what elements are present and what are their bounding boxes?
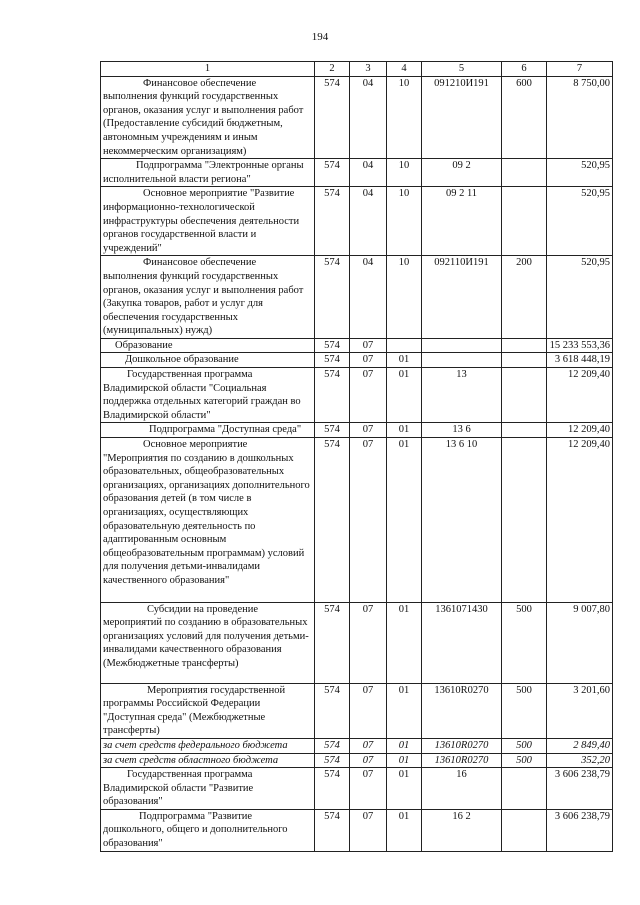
target-item-code-cell: 1361071430 <box>422 602 502 683</box>
description-cell <box>101 423 315 438</box>
ministry-code-cell: 574 <box>315 683 350 738</box>
expense-type-code-cell: 200 <box>502 256 547 339</box>
description-line: образования" <box>103 838 163 850</box>
description-line: выполнения функций государственных <box>103 91 279 103</box>
table-row <box>101 187 613 256</box>
description-line: образовательную деятельность по <box>103 520 256 532</box>
section-code-cell: 07 <box>350 738 387 753</box>
expense-type-code-cell <box>502 768 547 810</box>
description-line: информационно-технологической <box>103 201 255 213</box>
description-line: органов, оказания услуг и выполнения работ <box>103 284 304 296</box>
description-line: (Предоставление субсидий бюджетным, <box>103 118 283 130</box>
description-cell <box>101 683 315 738</box>
description-line: Подпрограмма "Развитие <box>139 810 253 822</box>
table-row <box>101 602 613 683</box>
description-line: исполнительной власти региона" <box>103 173 251 185</box>
subsection-code-cell: 01 <box>387 423 422 438</box>
description-line: (Закупка товаров, работ и услуг для <box>103 298 263 310</box>
expense-type-code-cell <box>502 353 547 368</box>
description-line: Основное мероприятие <box>143 439 248 451</box>
table-row <box>101 809 613 851</box>
description-cell <box>101 76 315 159</box>
section-code-cell: 07 <box>350 809 387 851</box>
description-line: инфраструктуры обеспечения деятельности <box>103 215 300 227</box>
section-code-cell: 07 <box>350 353 387 368</box>
description-line: (Межбюджетные трансферты) <box>103 657 239 669</box>
description-line: "Мероприятия по созданию в дошкольных <box>103 452 294 464</box>
section-code-cell: 07 <box>350 768 387 810</box>
description-line: (муниципальных) нужд) <box>103 325 213 337</box>
description-line: учреждений" <box>103 242 162 254</box>
description-cell <box>101 159 315 187</box>
target-item-code-cell: 13610R0270 <box>422 753 502 768</box>
target-item-code-cell: 13 <box>422 368 502 423</box>
target-item-code-cell: 16 <box>422 768 502 810</box>
subsection-code-cell: 01 <box>387 438 422 603</box>
ministry-code-cell: 574 <box>315 159 350 187</box>
header-cell-6: 6 <box>502 62 547 77</box>
table-row <box>101 753 613 768</box>
expense-type-code-cell: 500 <box>502 683 547 738</box>
amount-cell: 2 849,40 <box>547 738 613 753</box>
table-row <box>101 768 613 810</box>
description-cell <box>101 187 315 256</box>
description-line: "Доступная среда" (Межбюджетные <box>103 711 266 723</box>
description-line: Финансовое обеспечение <box>143 257 257 269</box>
amount-cell: 3 606 238,79 <box>547 809 613 851</box>
target-item-code-cell: 091210И191 <box>422 76 502 159</box>
description-cell <box>101 738 315 753</box>
header-cell-1: 1 <box>101 62 315 77</box>
target-item-code-cell: 092110И191 <box>422 256 502 339</box>
target-item-code-cell: 16 2 <box>422 809 502 851</box>
amount-cell: 3 618 448,19 <box>547 353 613 368</box>
section-code-cell: 07 <box>350 423 387 438</box>
target-item-code-cell: 13 6 <box>422 423 502 438</box>
budget-table-body <box>101 62 613 852</box>
ministry-code-cell: 574 <box>315 338 350 353</box>
description-line: органов, оказания услуг и выполнения работ <box>103 104 304 116</box>
target-item-code-cell: 13 6 10 <box>422 438 502 603</box>
ministry-code-cell: 574 <box>315 753 350 768</box>
description-line: Государственная программа <box>127 369 253 381</box>
description-line: инвалидами качественного образования <box>103 644 282 656</box>
description-line: программы Российской Федерации <box>103 698 261 710</box>
amount-cell: 9 007,80 <box>547 602 613 683</box>
description-line: Владимирской области "Развитие <box>103 782 254 794</box>
table-row <box>101 76 613 159</box>
budget-table <box>100 61 613 852</box>
description-line: Подпрограмма "Электронные органы <box>136 160 304 172</box>
table-row <box>101 438 613 603</box>
ministry-code-cell: 574 <box>315 768 350 810</box>
expense-type-code-cell <box>502 187 547 256</box>
description-line: Субсидии на проведение <box>147 603 259 615</box>
expense-type-code-cell: 500 <box>502 753 547 768</box>
header-cell-5: 5 <box>422 62 502 77</box>
expense-type-code-cell <box>502 423 547 438</box>
amount-cell: 352,20 <box>547 753 613 768</box>
description-cell <box>101 753 315 768</box>
ministry-code-cell: 574 <box>315 738 350 753</box>
ministry-code-cell: 574 <box>315 353 350 368</box>
header-cell-4: 4 <box>387 62 422 77</box>
section-code-cell: 04 <box>350 256 387 339</box>
table-row <box>101 338 613 353</box>
description-line: Владимирской области" <box>103 409 211 421</box>
table-row <box>101 159 613 187</box>
header-cell-7: 7 <box>547 62 613 77</box>
subsection-code-cell: 01 <box>387 809 422 851</box>
amount-cell: 520,95 <box>547 159 613 187</box>
ministry-code-cell: 574 <box>315 602 350 683</box>
description-line: общеобразовательным программам) условий <box>103 547 305 559</box>
description-cell <box>101 768 315 810</box>
table-row <box>101 738 613 753</box>
section-code-cell: 07 <box>350 338 387 353</box>
subsection-code-cell: 10 <box>387 256 422 339</box>
section-code-cell: 07 <box>350 368 387 423</box>
description-cell <box>101 338 315 353</box>
section-code-cell: 04 <box>350 76 387 159</box>
subsection-code-cell: 01 <box>387 683 422 738</box>
ministry-code-cell: 574 <box>315 187 350 256</box>
expense-type-code-cell: 500 <box>502 602 547 683</box>
ministry-code-cell: 574 <box>315 76 350 159</box>
column-number-header-row <box>101 62 613 77</box>
description-line: мероприятий по созданию в образовательных <box>103 617 308 629</box>
amount-cell: 8 750,00 <box>547 76 613 159</box>
description-line: адаптированным основным <box>103 534 227 546</box>
subsection-code-cell: 01 <box>387 768 422 810</box>
ministry-code-cell: 574 <box>315 438 350 603</box>
subsection-code-cell <box>387 338 422 353</box>
subsection-code-cell: 01 <box>387 602 422 683</box>
expense-type-code-cell <box>502 809 547 851</box>
description-line: поддержка отдельных категорий граждан во <box>103 396 301 408</box>
subsection-code-cell: 01 <box>387 738 422 753</box>
expense-type-code-cell: 600 <box>502 76 547 159</box>
description-line: качественного образования" <box>103 574 230 586</box>
expense-type-code-cell <box>502 159 547 187</box>
section-code-cell: 07 <box>350 753 387 768</box>
description-cell <box>101 438 315 603</box>
target-item-code-cell: 13610R0270 <box>422 683 502 738</box>
expense-type-code-cell <box>502 438 547 603</box>
description-line: некоммерческим организациям) <box>103 145 247 157</box>
amount-cell: 12 209,40 <box>547 368 613 423</box>
amount-cell: 520,95 <box>547 256 613 339</box>
target-item-code-cell <box>422 338 502 353</box>
expense-type-code-cell <box>502 338 547 353</box>
ministry-code-cell: 574 <box>315 256 350 339</box>
description-line: образования детей (в том числе в <box>103 493 252 505</box>
description-line: Подпрограмма "Доступная среда" <box>149 424 302 436</box>
target-item-code-cell: 13610R0270 <box>422 738 502 753</box>
description-line: организациях условий для получения детьми- <box>103 630 309 642</box>
ministry-code-cell: 574 <box>315 423 350 438</box>
ministry-code-cell: 574 <box>315 809 350 851</box>
expense-type-code-cell: 500 <box>502 738 547 753</box>
description-line: дошкольного, общего и дополнительного <box>103 824 288 836</box>
description-line: Владимирской области "Социальная <box>103 382 267 394</box>
header-cell-2: 2 <box>315 62 350 77</box>
amount-cell: 12 209,40 <box>547 438 613 603</box>
description-cell <box>101 353 315 368</box>
description-line: Государственная программа <box>127 769 253 781</box>
description-cell <box>101 256 315 339</box>
subsection-code-cell: 10 <box>387 187 422 256</box>
subsection-code-cell: 01 <box>387 753 422 768</box>
description-line: образования" <box>103 796 163 808</box>
description-cell <box>101 809 315 851</box>
amount-cell: 15 233 553,36 <box>547 338 613 353</box>
section-code-cell: 04 <box>350 159 387 187</box>
description-line: автономным учреждениям и иным <box>103 131 258 143</box>
subsection-code-cell: 10 <box>387 76 422 159</box>
description-line: Дошкольное образование <box>125 354 239 366</box>
expense-type-code-cell <box>502 368 547 423</box>
description-line: образовательных, общеобразовательных <box>103 466 285 478</box>
description-line: Мероприятия государственной <box>147 684 286 696</box>
section-code-cell: 07 <box>350 683 387 738</box>
target-item-code-cell <box>422 353 502 368</box>
amount-cell: 12 209,40 <box>547 423 613 438</box>
description-line: Финансовое обеспечение <box>143 77 257 89</box>
description-line: выполнения функций государственных <box>103 270 279 282</box>
subsection-code-cell: 01 <box>387 368 422 423</box>
header-cell-3: 3 <box>350 62 387 77</box>
description-line: Образование <box>115 339 173 351</box>
ministry-code-cell: 574 <box>315 368 350 423</box>
table-row <box>101 256 613 339</box>
description-cell <box>101 368 315 423</box>
description-line: органов государственной власти и <box>103 229 257 241</box>
table-row <box>101 353 613 368</box>
target-item-code-cell: 09 2 11 <box>422 187 502 256</box>
section-code-cell: 07 <box>350 438 387 603</box>
description-line: организациях, осуществляющих <box>103 507 249 518</box>
description-line: для получения детьми-инвалидами <box>103 561 260 573</box>
description-line: Основное мероприятие "Развитие <box>143 188 295 200</box>
table-row <box>101 423 613 438</box>
amount-cell: 3 606 238,79 <box>547 768 613 810</box>
subsection-code-cell: 01 <box>387 353 422 368</box>
description-line: трансферты) <box>103 725 160 737</box>
page-number: 194 <box>311 31 329 43</box>
description-line: организациях, организациях дополнительного <box>103 479 310 491</box>
description-line: за счет средств федерального бюджета <box>103 739 288 751</box>
amount-cell: 520,95 <box>547 187 613 256</box>
amount-cell: 3 201,60 <box>547 683 613 738</box>
section-code-cell: 04 <box>350 187 387 256</box>
section-code-cell: 07 <box>350 602 387 683</box>
description-line: обеспечения государственных <box>103 311 238 323</box>
table-row <box>101 683 613 738</box>
table-row <box>101 368 613 423</box>
description-line: за счет средств областного бюджета <box>103 754 279 766</box>
target-item-code-cell: 09 2 <box>422 159 502 187</box>
description-cell <box>101 602 315 683</box>
subsection-code-cell: 10 <box>387 159 422 187</box>
